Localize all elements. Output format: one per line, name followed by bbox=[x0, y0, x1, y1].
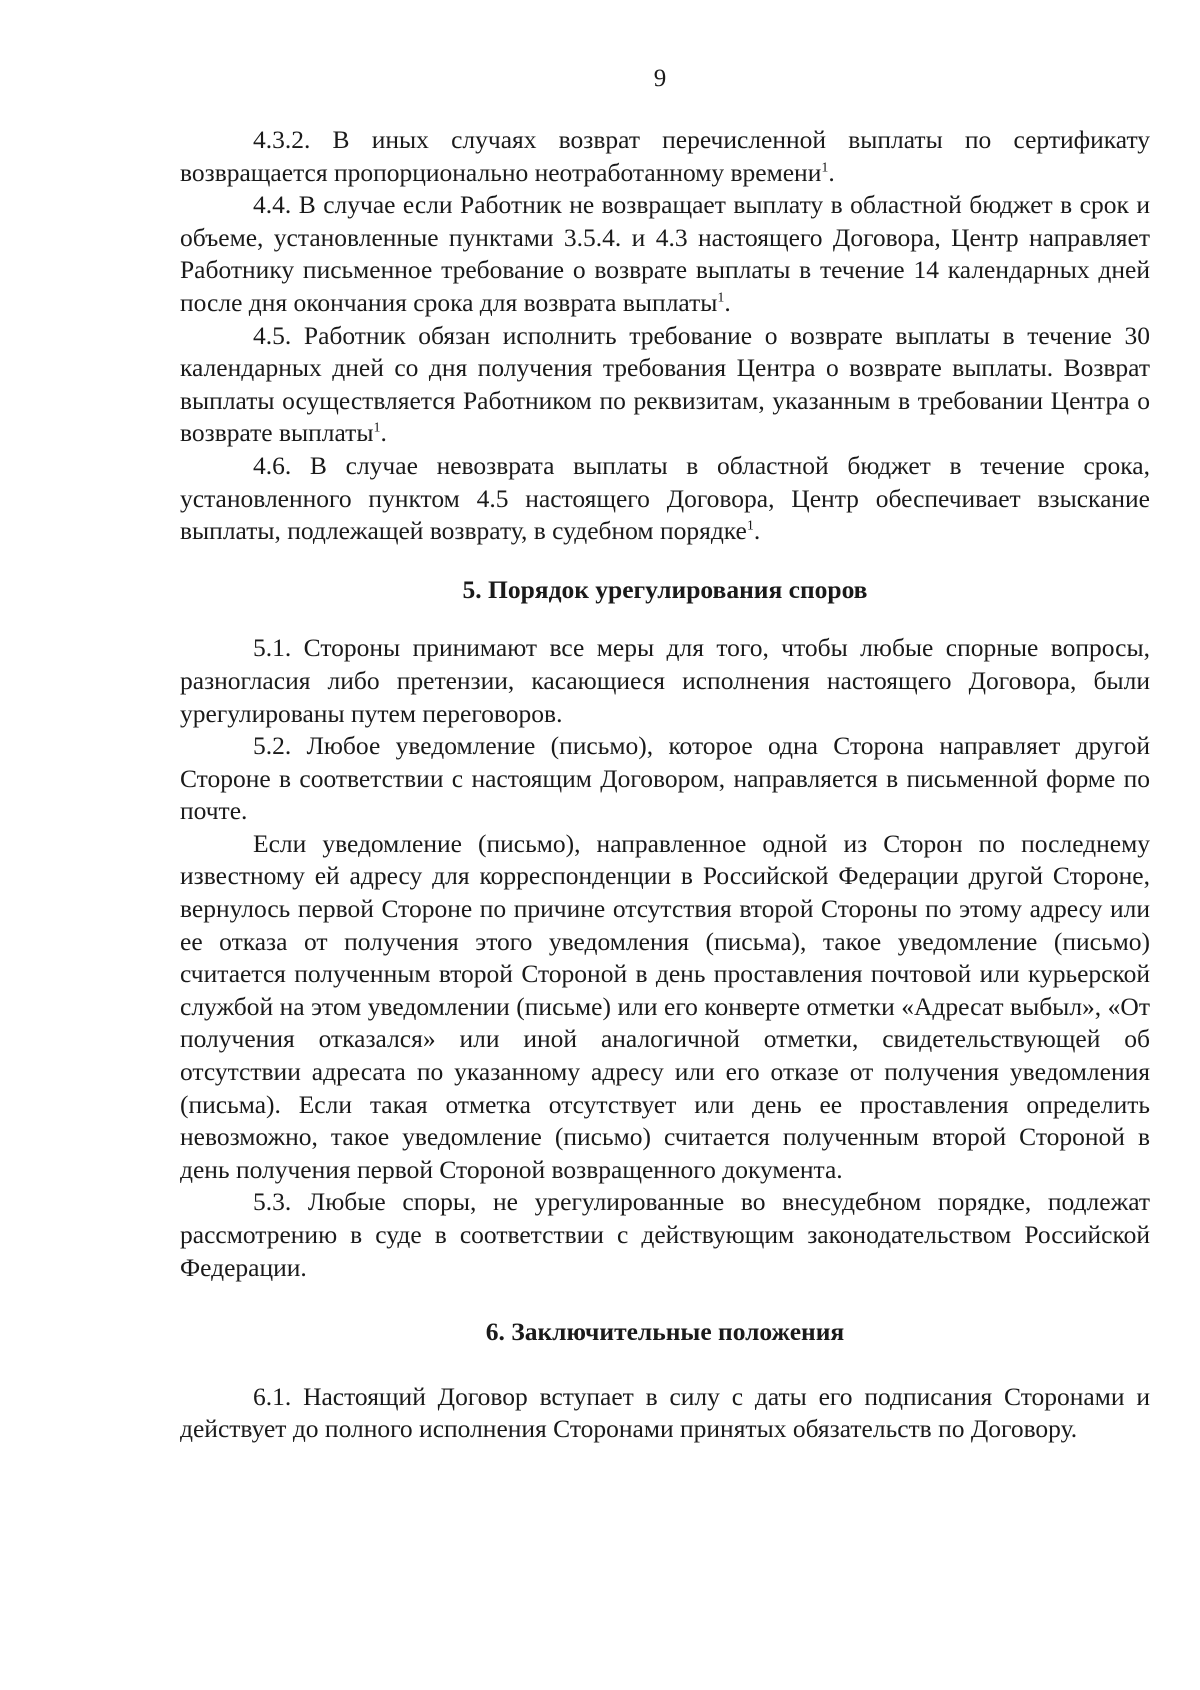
clause-5-2-returned-notice: Если уведомление (письмо), направленное одной из Сторон по последнему известному ей адресу для корреспонденции в Российской Федерации другой Стороне, вернулось первой Стороне по причине отсутствия второй Стороны по этому адресу или ее отказа от получения этого уведомления (письма), такое уведомление (письмо) считается полученным второй Стороной в день проставления почтовой или курьерской службой на этом уведомлении (письме) или его конверте отметки «Адресат выбыл», «От получения отказался» или иной аналогичной отметки, свидетельствующей об отсутствии адресата по указанному адресу или его отказе от получения уведомления (письма). Если такая отметка отсутствует или день ее проставления определить невозможно, такое уведомление (письмо) считается полученным второй Стороной в день получения первой Стороной возвращенного документа. bbox=[180, 828, 1150, 1184]
page-number: 9 bbox=[653, 65, 667, 92]
clause-6-1: 6.1. Настоящий Договор вступает в силу с даты его подписания Сторонами и действует до полного исполнения Сторонами принятых обязательств по Договору. bbox=[180, 1381, 1150, 1444]
clause-text: 4.6. В случае невозврата выплаты в областной бюджет в течение срока, установленного пунктом 4.5 настоящего Договора, Центр обеспечивает взыскание выплаты, подлежащей возврату, в судебном порядке bbox=[180, 450, 1150, 546]
clause-4-5: 4.5. Работник обязан исполнить требование о возврате выплаты в течение 30 календарных дней со дня получения требования Центра о возврате выплаты. Возврат выплаты осуществляется Работником по реквизитам, указанным в требовании Центра о возврате выплаты$^1$. bbox=[180, 320, 1150, 448]
document-body bbox=[180, 124, 1150, 1446]
clause-4-3-2: 4.3.2. В иных случаях возврат перечисленной выплаты по сертификату возвращается пропорционально неотработанному времени$^1$. bbox=[180, 125, 1150, 187]
clause-5-1: 5.1. Стороны принимают все меры для того, чтобы любые спорные вопросы, разногласия либо претензии, касающиеся исполнения настоящего Договора, были урегулированы путем переговоров. bbox=[180, 633, 1150, 728]
footnote-marker: 1 bbox=[821, 160, 829, 176]
clause-4-6: 4.6. В случае невозврата выплаты в областной бюджет в течение срока, установленного пунктом 4.5 настоящего Договора, Центр обеспечивает взыскание выплаты, подлежащей возврату, в судебном порядке$^1$. bbox=[180, 450, 1150, 546]
clause-text: 4.3.2. В иных случаях возврат перечисленной выплаты по сертификату возвращается пропорционально неотработанному времени bbox=[180, 125, 1150, 187]
clause-text: 4.5. Работник обязан исполнить требование о возврате выплаты в течение 30 календарных дней со дня получения требования Центра о возврате выплаты. Возврат выплаты осуществляется Работником по реквизитам, указанным в требовании Центра о возврате выплаты bbox=[180, 320, 1150, 448]
footnote-marker: 1 bbox=[717, 290, 725, 306]
clause-5-3: 5.3. Любые споры, не урегулированные во внесудебном порядке, подлежат рассмотрению в суде в соответствии с действующим законодательством Российской Федерации. bbox=[180, 1187, 1150, 1282]
clause-4-4: 4.4. В случае если Работник не возвращает выплату в областной бюджет в срок и объеме, установленные пунктами 3.5.4. и 4.3 настоящего Договора, Центр направляет Работнику письменное требование о возврате выплаты в течение 14 календарных дней после дня окончания срока для возврата выплаты$^1$. bbox=[180, 190, 1150, 317]
clause-text: 4.4. В случае если Работник не возвращает выплату в областной бюджет в срок и объеме, установленные пунктами 3.5.4. и 4.3 настоящего Договора, Центр направляет Работнику письменное требование о возврате выплаты в течение 14 календарных дней после дня окончания срока для возврата выплаты bbox=[180, 190, 1150, 317]
section-6-heading: 6. Заключительные положения bbox=[485, 1317, 845, 1347]
footnote-marker: 1 bbox=[746, 518, 754, 534]
section-5-heading: 5. Порядок урегулирования споров bbox=[462, 574, 868, 604]
footnote-marker: 1 bbox=[373, 420, 381, 436]
clause-5-2: 5.2. Любое уведомление (письмо), которое одна Сторона направляет другой Стороне в соответствии с настоящим Договором, направляется в письменной форме по почте. bbox=[180, 731, 1150, 826]
